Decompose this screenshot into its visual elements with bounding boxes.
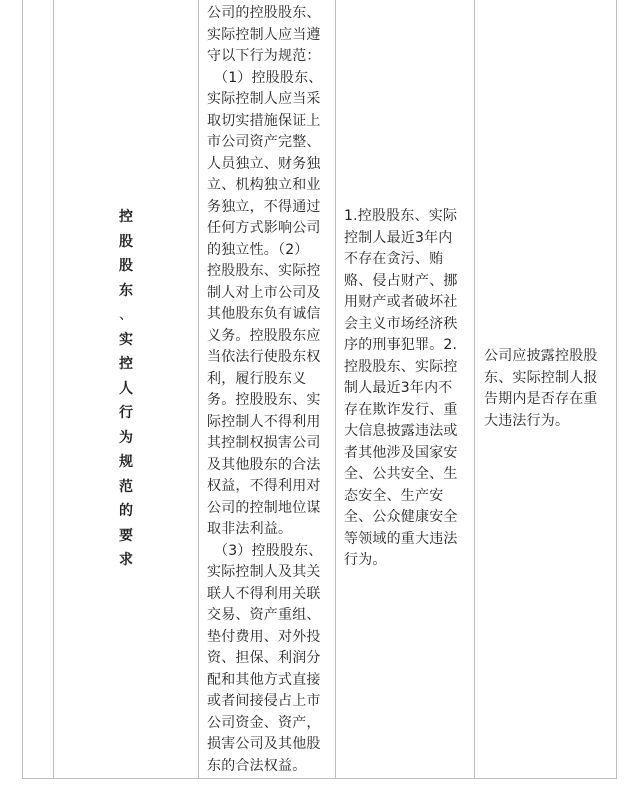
category-cell: [54, 0, 199, 779]
rules-intro: 公司的控股股东、 实际控制人应当遵 守以下行为规范：: [207, 5, 321, 64]
category-char: 控: [119, 356, 133, 373]
category-char: 东: [119, 282, 133, 299]
category-char: 行: [119, 405, 133, 422]
blank-left-cell: [23, 0, 54, 779]
category-char: 、: [119, 307, 133, 324]
conditions-text: 1.控股股东、实际 控制人最近3年内 不存在贪污、贿 赂、侵占财产、挪 用财产或者破坏社 会主义市场经济秩 序的刑事犯罪。2. 控股股东、实际控 制人最近3年内不 存在欺诈发行、重 大信息披露违法或 者其他涉及国家安 全、公共安全、生 态安全、生产安 全、公众健康安全 等领域的重大违法 行为。: [344, 208, 458, 569]
category-char: 控: [119, 209, 133, 226]
category-char: 实: [119, 331, 133, 348]
rules-item-1: （1）控股股东、 实际控制人应当采 取切实措施保证上 市公司资产完整、 人员独立、财务独 立、机构独立和业 务独立，不得通过 任何方式影响公司 的独立性。（2） 控股股东、实际控 制人对上市公司及 其他股东负有诚信 义务。控股股东应 当依法行使股东权 利，履行股东义 务。控股股东、实 际控制人不得利用 其控制权损害公司 及其他股东的合法 权益，不得利用对 公司的控制地位谋 取非法利益。: [207, 69, 323, 537]
requirements-table: [22, 0, 617, 779]
category-char: 范: [119, 478, 133, 495]
rules-cell: [199, 0, 336, 779]
category-char: 的: [119, 503, 133, 520]
disclosure-cell: [475, 0, 617, 779]
category-char: 股: [119, 233, 133, 250]
category-char: 为: [119, 429, 133, 446]
category-char: 规: [119, 454, 133, 471]
conditions-cell: [336, 0, 475, 779]
category-char: 求: [119, 552, 133, 569]
category-char: 人: [119, 380, 133, 397]
category-char: 股: [119, 258, 133, 275]
disclosure-text: 公司应披露控股股 东、实际控制人报 告期内是否存在重 大违法行为。: [484, 348, 598, 429]
table-row: [23, 0, 617, 779]
rules-item-3: （3）控股股东、 实际控制人及其关 联人不得利用关联 交易、资产重组、 垫付费用、对外投 资、担保、利润分 配和其他方式直接 或者间接侵占上市 公司资金、资产， 损害公司及其他股 东的合法权益。: [207, 542, 323, 774]
category-char: 要: [119, 527, 133, 544]
